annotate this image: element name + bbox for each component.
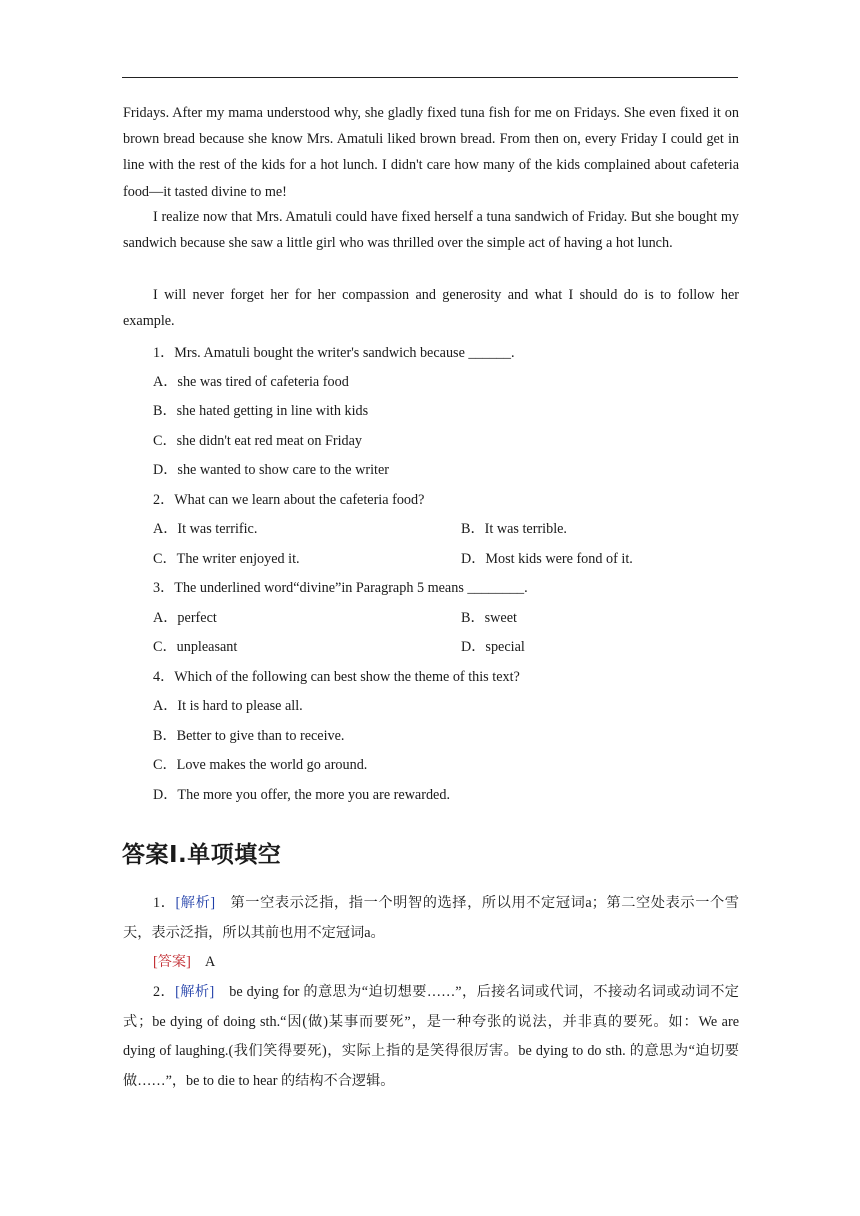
question-1-option-d: D．she wanted to show care to the writer [153,462,389,478]
passage-paragraph-3 [123,282,739,334]
question-4-option-b: B．Better to give than to receive. [153,728,345,744]
answer-2-analysis-tag: [解析] [175,984,215,1000]
question-1-option-a: A．she was tired of cafeteria food [153,374,349,390]
answer-2-explanation [123,978,739,1096]
question-3-option-c: C．unpleasant [153,639,238,655]
question-2-option-d: D．Most kids were fond of it. [461,551,633,567]
question-1-stem: 1．Mrs. Amatuli bought the writer's sandwich because ______. [153,345,515,361]
question-4-option-a: A．It is hard to please all. [153,698,303,714]
question-2-option-a: A．It was terrific. [153,521,258,537]
question-3-stem: 3．The underlined word“divine”in Paragraph 5 means ________. [153,580,528,596]
passage-paragraph-2-text: I realize now that Mrs. Amatuli could have fixed herself a tuna sandwich of Friday. But she bought my sandwich because she saw a little girl who was thrilled over the simple act of having a hot lunch. [123,209,739,252]
question-4-option-c: C．Love makes the world go around. [153,757,368,773]
question-2-option-b: B．It was terrible. [461,521,567,537]
question-4-stem: 4．Which of the following can best show the theme of this text? [153,669,520,685]
question-3-option-d: D．special [461,639,525,655]
passage-paragraph-3-text: I will never forget her for her compassion and generosity and what I should do is to follow her example. [123,287,739,330]
answer-1-answer-value: A [190,954,216,970]
question-1-option-b: B．she hated getting in line with kids [153,403,369,419]
answer-2-number: 2． [153,984,176,1000]
question-4-option-d: D．The more you offer, the more you are rewarded. [153,787,450,803]
answer-1-analysis-tag: [解析] [175,895,216,911]
question-2-stem: 2．What can we learn about the cafeteria food? [153,492,425,508]
header-rule [122,77,738,78]
answer-1-number: 1． [153,895,176,911]
answer-1-result [123,948,739,978]
passage-paragraph-1: Fridays. After my mama understood why, she gladly fixed tuna fish for me on Fridays. She even fixed it on brown bread because she know Mrs. Amatuli liked brown bread. From then on, every Friday I could get in line with the rest of the kids for a hot lunch. I didn't care how many of the kids complained about cafeteria food—it tasted divine to me! [123,105,739,200]
question-2-option-c: C．The writer enjoyed it. [153,551,300,567]
answer-1-analysis-text: 第一空表示泛指，指一个明智的选择，所以用不定冠词a；第二空处表示一个雪天，表示泛指，所以其前也用不定冠词a。 [123,895,739,941]
question-3-option-a: A．perfect [153,610,217,626]
passage-paragraph-2 [123,204,739,256]
answer-1-explanation [123,889,739,948]
question-3-option-b: B．sweet [461,610,517,626]
answer-2-analysis-text: be dying for 的意思为“迫切想要……”，后接名词或代词，不接动名词或动词不定式；be dying of doing sth.“因(做)某事而要死”，是一种夸张的说法，并非真的要死。如：We are dying of laughing.(我们笑得要死)，实际上指的是笑得很厉害。be dying to do sth. 的意思为“迫切要做……”，be to die to hear 的结构不合逻辑。 [123,984,739,1089]
answer-1-answer-tag: [答案] [153,954,191,970]
answers-heading: 答案Ⅰ.单项填空 [122,842,282,868]
question-1-option-c: C．she didn't eat red meat on Friday [153,433,363,449]
